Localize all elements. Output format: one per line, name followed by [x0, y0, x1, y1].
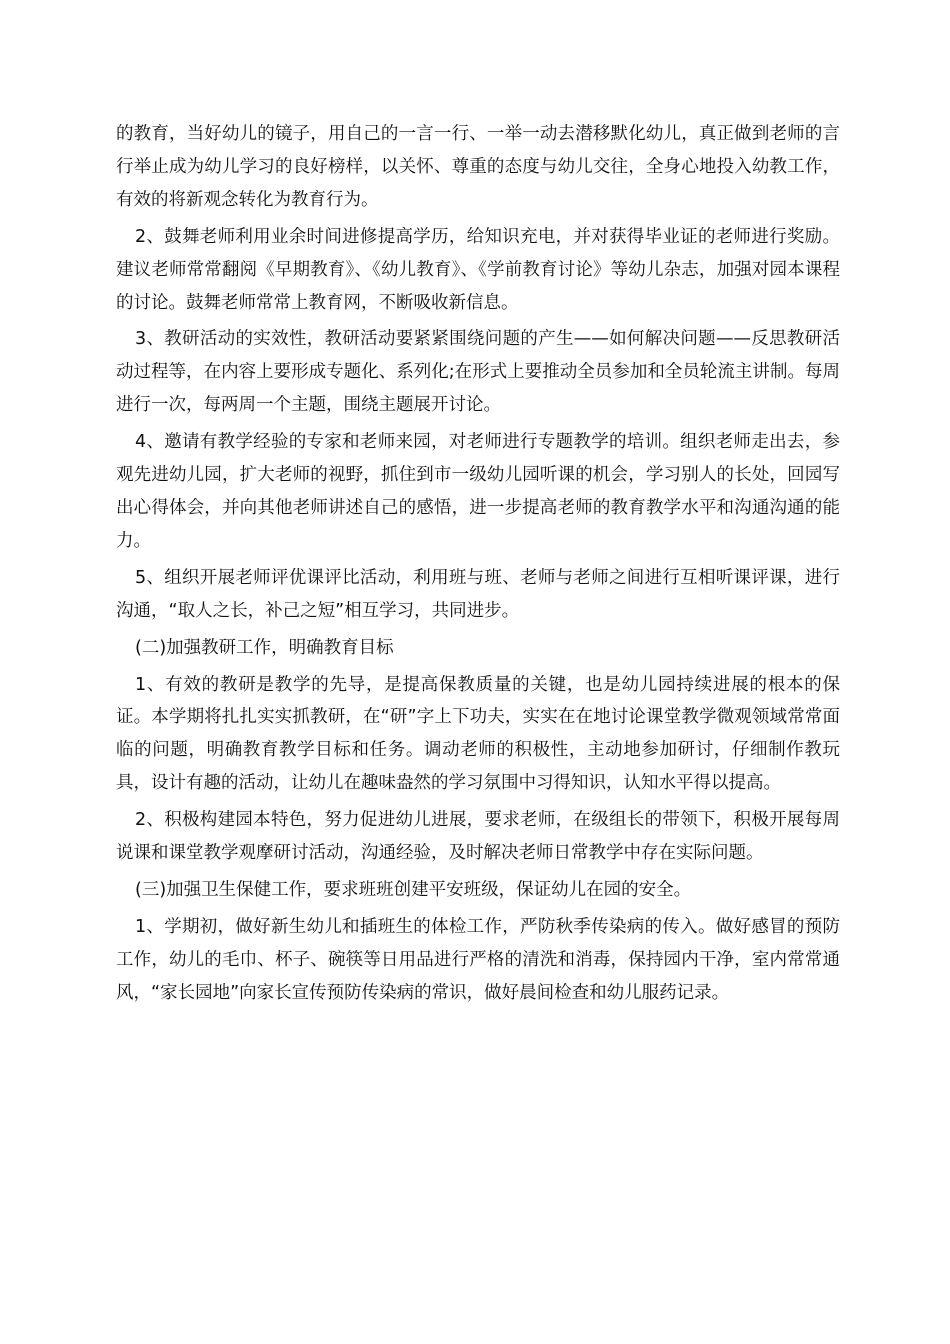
paragraph-item-2-teacher-study: 2、鼓舞老师利用业余时间进修提高学历，给知识充电，并对获得毕业证的老师进行奖励。建议老师常常翻阅《早期教育》、《幼儿教育》、《学前教育讨论》等幼儿杂志，加强对园本课程的讨论。鼓舞老师常常上教育网，不断吸收新信息。: [116, 226, 840, 313]
section-heading-2: (二)加强教研工作，明确教育目标: [135, 637, 394, 658]
paragraph-item-4-expert-training: 4、邀请有教学经验的专家和老师来园，对老师进行专题教学的培训。组织老师走出去，参观先进幼儿园，扩大老师的视野，抓住到市一级幼儿园听课的机会，学习别人的长处，回园写出心得体会，并向其他老师讲述自己的感悟，进一步提高老师的教育教学水平和沟通沟通的能力。: [116, 432, 840, 551]
paragraph-item-3-teaching-research: 3、教研活动的实效性，教研活动要紧紧围绕问题的产生——如何解决问题——反思教研活动过程等，在内容上要形成专题化、系列化;在形式上要推动全员参加和全员轮流主讲制。每周进行一次，每两周一个主题，围绕主题展开讨论。: [116, 329, 840, 416]
paragraph-continuation: 的教育，当好幼儿的镜子，用自己的一言一行、一举一动去潜移默化幼儿，真正做到老师的言行举止成为幼儿学习的良好榜样，以关怀、尊重的态度与幼儿交往，全身心地投入幼教工作，有效的将新观念转化为教育行为。: [116, 124, 840, 210]
section-heading-3: (三)加强卫生保健工作，要求班班创建平安班级，保证幼儿在园的安全。: [135, 879, 692, 900]
paragraph-item-5-lesson-evaluation: 5、组织开展老师评优课评比活动，利用班与班、老师与老师之间进行互相听课评课，进行沟通，“取人之长，补己之短”相互学习，共同进步。: [116, 567, 840, 621]
document-body: [116, 118, 840, 1014]
paragraph-section2-item-2: 2、积极构建园本特色，努力促进幼儿进展，要求老师，在级组长的带领下，积极开展每周说课和课堂教学观摩研讨活动，沟通经验，及时解决老师日常教学中存在实际问题。: [116, 810, 840, 864]
paragraph-section3-item-1: 1、学期初，做好新生幼儿和插班生的体检工作，严防秋季传染病的传入。做好感冒的预防工作，幼儿的毛巾、杯子、碗筷等日用品进行严格的清洗和消毒，保持园内干净，室内常常通风，“家长园地”向家长宣传预防传染病的常识，做好晨间检查和幼儿服药记录。: [116, 916, 840, 1003]
paragraph-section2-item-1: 1、有效的教研是教学的先导，是提高保教质量的关键，也是幼儿园持续进展的根本的保证。本学期将扎扎实实抓教研，在“研”字上下功夫，实实在在地讨论课堂教学微观领域常常面临的问题，明确教育教学目标和任务。调动老师的积极性，主动地参加研讨，仔细制作教玩具，设计有趣的活动，让幼儿在趣味盎然的学习氛围中习得知识，认知水平得以提高。: [116, 674, 840, 794]
